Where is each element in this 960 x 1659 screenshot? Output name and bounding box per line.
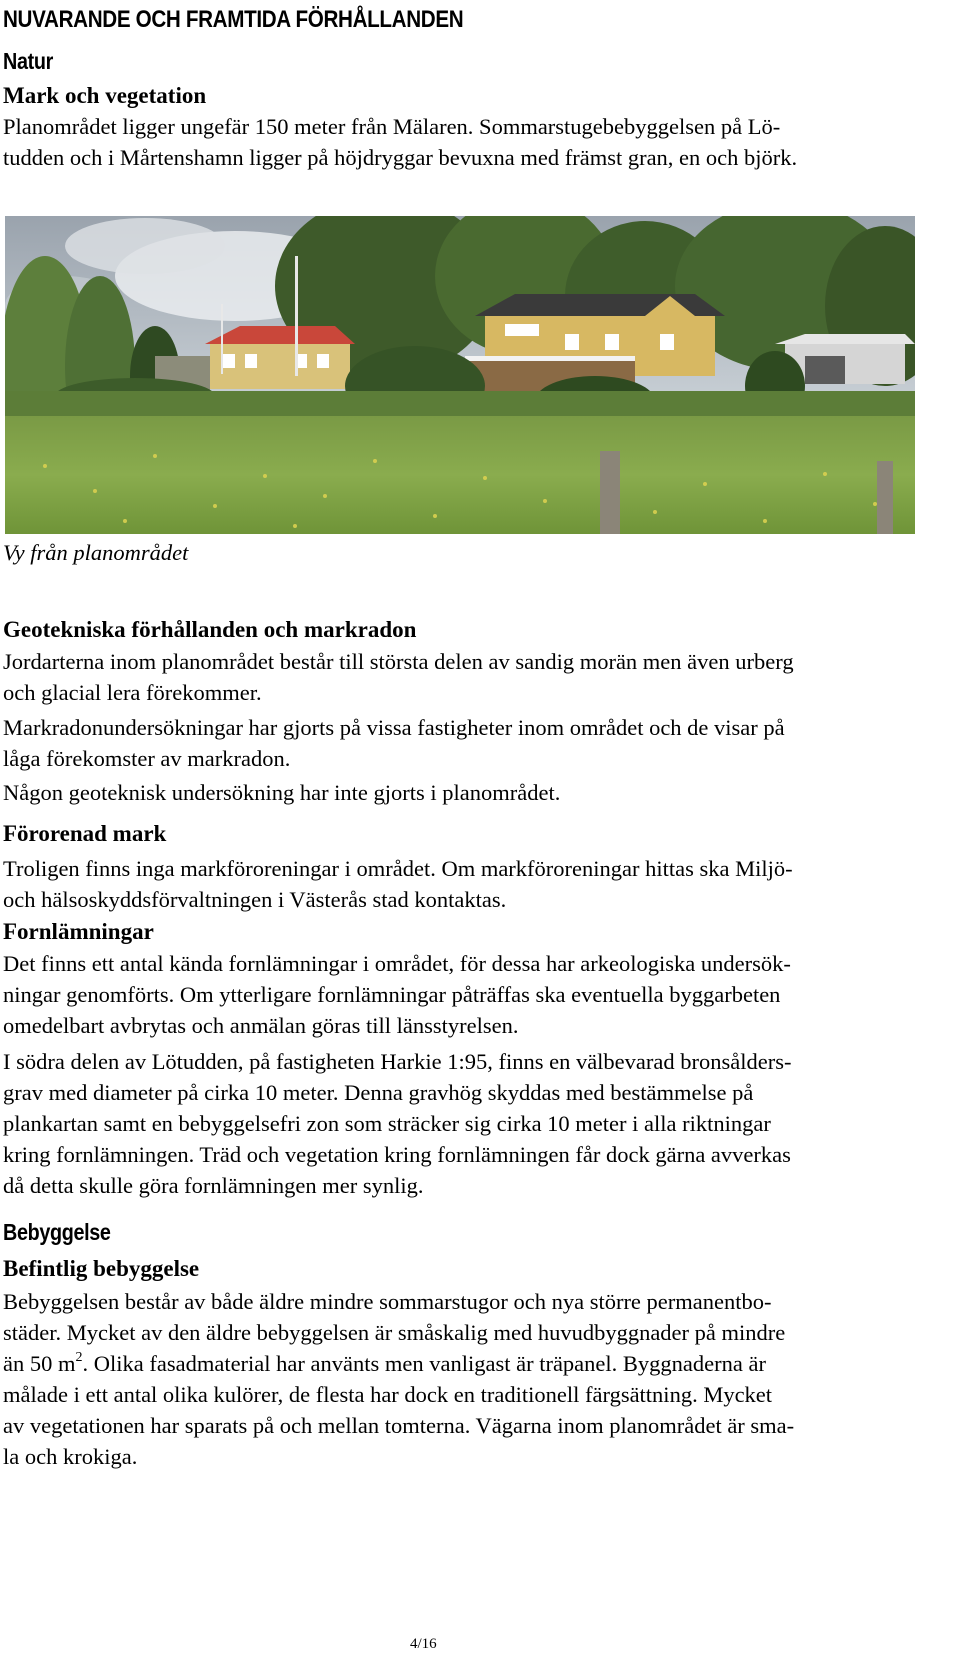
- section-title: NUVARANDE OCH FRAMTIDA FÖRHÅLLANDEN: [3, 6, 464, 33]
- paragraph-fornlamningar-2: [3, 1046, 953, 1201]
- paragraph-fornlamningar-1: [3, 948, 953, 1041]
- text-line: Bebyggelsen består av både äldre mindre sommarstugor och nya större permanentbo-: [3, 1289, 772, 1314]
- heading-fororenad-mark: Förorenad mark: [3, 821, 167, 846]
- text-line: Markradonundersökningar har gjorts på vissa fastigheter inom området och de visar på: [3, 715, 785, 740]
- text-line: plankartan samt en bebyggelsefri zon som sträcker sig cirka 10 meter i alla riktningar: [3, 1111, 771, 1136]
- heading-bebyggelse: Bebyggelse: [3, 1219, 111, 1245]
- text-line: kring fornlämningen. Träd och vegetation kring fornlämningen får dock gärna avverkas: [3, 1142, 791, 1167]
- text-line: I södra delen av Lötudden, på fastigheten Harkie 1:95, finns en välbevarad bronsålders-: [3, 1049, 792, 1074]
- text-line: städer. Mycket av den äldre bebyggelsen är småskalig med huvudbyggnader på mindre: [3, 1320, 786, 1345]
- paragraph-mark-och-vegetation: [3, 111, 953, 173]
- text-line: då detta skulle göra fornlämningen mer synlig.: [3, 1173, 424, 1198]
- heading-mark-och-vegetation: Mark och vegetation: [3, 83, 207, 108]
- text-line: och hälsoskyddsförvaltningen i Västerås stad kontaktas.: [3, 887, 507, 912]
- text-fragment: än 50 m: [3, 1351, 76, 1376]
- text-fragment: . Olika fasadmaterial har använts men vanligast är träpanel. Byggnaderna är: [82, 1351, 766, 1376]
- text-line: la och krokiga.: [3, 1444, 138, 1469]
- paragraph-geoteknisk-undersokning: [3, 777, 953, 808]
- text-line: av vegetationen har sparats på och mellan tomterna. Vägarna inom planområdet är sma-: [3, 1413, 795, 1438]
- paragraph-markradon: [3, 712, 953, 774]
- text-line: låga förekomster av markradon.: [3, 746, 291, 771]
- text-line: Någon geoteknisk undersökning har inte gjorts i planområdet.: [3, 780, 561, 805]
- text-line: tudden och i Mårtenshamn ligger på höjdryggar bevuxna med främst gran, en och björk.: [3, 145, 798, 170]
- text-line: omedelbart avbrytas och anmälan göras till länsstyrelsen.: [3, 1013, 519, 1038]
- heading-geotekniska-forhallanden: Geotekniska förhållanden och markradon: [3, 617, 417, 642]
- heading-befintlig-bebyggelse: Befintlig bebyggelse: [3, 1256, 200, 1281]
- text-line: [3, 1348, 953, 1379]
- superscript: 2: [75, 1349, 83, 1365]
- text-line: grav med diameter på cirka 10 meter. Denna gravhög skyddas med bestämmelse på: [3, 1080, 754, 1105]
- text-line: Troligen finns inga markföroreningar i området. Om markföroreningar hittas ska Miljö-: [3, 856, 793, 881]
- paragraph-befintlig-bebyggelse: [3, 1286, 953, 1472]
- landscape-photo-drawing: [5, 216, 915, 534]
- landscape-photo: [5, 216, 915, 534]
- page-number: 4/16: [410, 1636, 437, 1652]
- text-line: Planområdet ligger ungefär 150 meter från Mälaren. Sommarstugebebyggelsen på Lö-: [3, 114, 781, 139]
- heading-natur: Natur: [3, 48, 53, 74]
- photo-caption: Vy från planområdet: [3, 540, 189, 565]
- text-line: ningar genomförts. Om ytterligare fornlämningar påträffas ska eventuella byggarbeten: [3, 982, 781, 1007]
- paragraph-jordarter: [3, 646, 953, 708]
- paragraph-fororenad-mark: [3, 853, 953, 915]
- heading-fornlamningar: Fornlämningar: [3, 919, 154, 944]
- text-line: och glacial lera förekommer.: [3, 680, 262, 705]
- text-line: Det finns ett antal kända fornlämningar i området, för dessa har arkeologiska undersök-: [3, 951, 791, 976]
- text-line: målade i ett antal olika kulörer, de flesta har dock en traditionell färgsättning. Mycket: [3, 1382, 773, 1407]
- text-line: Jordarterna inom planområdet består till största delen av sandig morän men även urberg: [3, 649, 794, 674]
